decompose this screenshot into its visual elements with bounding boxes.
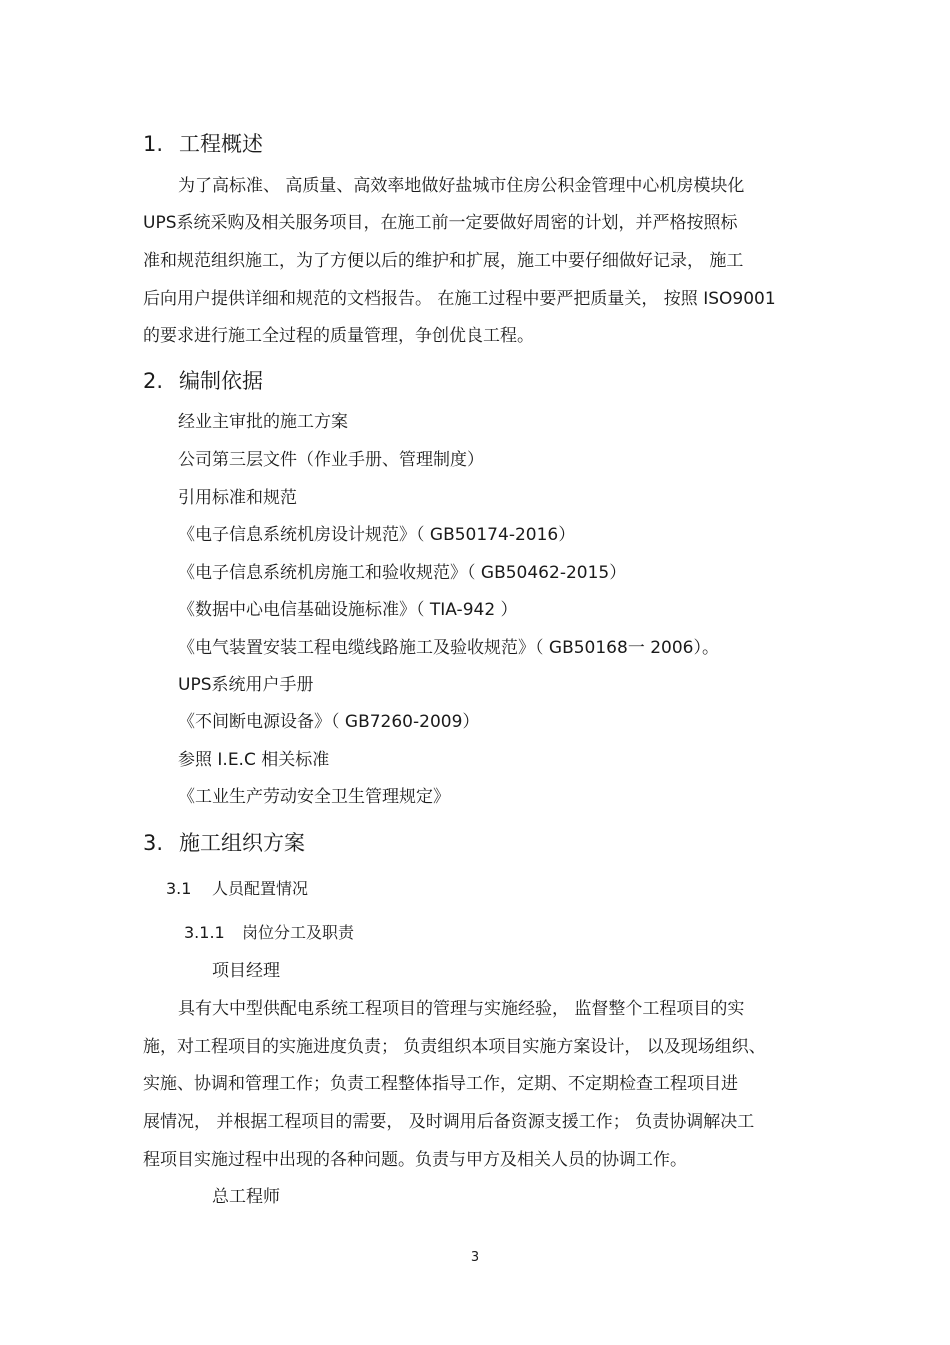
reference-item: 经业主审批的施工方案 [178,412,348,432]
section-1-paragraph-line: 为了高标准、 高质量、高效率地做好盐城市住房公积金管理中心机房模块化 [178,176,745,196]
role-paragraph-line: 程项目实施过程中出现的各种问题。负责与甲方及相关人员的协调工作。 [143,1150,687,1170]
reference-item: 《电子信息系统机房设计规范》（ GB50174-2016） [178,525,576,545]
section-1-heading [143,130,263,158]
section-1-number: 1. [143,132,164,156]
reference-item: 《工业生产劳动安全卫生管理规定》 [178,787,450,807]
section-3-heading [143,829,305,857]
role-title-chief-engineer: 总工程师 [212,1187,280,1207]
reference-item: 《数据中心电信基础设施标准》（ TIA-942 ） [178,600,518,620]
subsection-3-1-1-title: 岗位分工及职责 [242,923,355,942]
role-paragraph-line: 展情况， 并根据工程项目的需要， 及时调用后备资源支援工作； 负责协调解决工 [143,1112,755,1132]
section-1-paragraph-line: 的要求进行施工全过程的质量管理，争创优良工程。 [143,326,534,346]
section-1-paragraph-line: 后向用户提供详细和规范的文档报告。 在施工过程中要严把质量关， 按照 ISO9001 [143,289,776,309]
reference-item: 《电气装置安装工程电缆线路施工及验收规范》（ GB50168一 2006）。 [178,638,719,658]
subsection-3-1-number: 3.1 [166,879,192,898]
section-1-title: 工程概述 [179,132,263,156]
reference-item: 《电子信息系统机房施工和验收规范》（ GB50462-2015） [178,563,627,583]
section-2-title: 编制依据 [179,369,263,393]
page-number: 3 [470,1250,480,1265]
section-2-heading [143,367,263,395]
reference-item: 参照 I.E.C 相关标准 [178,750,330,770]
subsection-3-1-1-heading [184,921,354,945]
subsection-3-1-title: 人员配置情况 [212,879,309,898]
section-2-number: 2. [143,369,164,393]
subsection-3-1-1-number: 3.1.1 [184,923,225,942]
reference-item: 公司第三层文件（作业手册、管理制度） [178,450,484,470]
role-paragraph-line: 具有大中型供配电系统工程项目的管理与实施经验， 监督整个工程项目的实 [178,999,745,1019]
reference-item: UPS系统用户手册 [178,675,314,695]
section-1-paragraph-line: 准和规范组织施工，为了方便以后的维护和扩展，施工中要仔细做好记录， 施工 [143,251,744,271]
section-3-number: 3. [143,831,164,855]
section-3-title: 施工组织方案 [179,831,305,855]
role-title-project-manager: 项目经理 [212,961,280,981]
reference-item: 《不间断电源设备》（ GB7260-2009） [178,712,480,732]
role-paragraph-line: 施，对工程项目的实施进度负责； 负责组织本项目实施方案设计， 以及现场组织、 [143,1037,766,1057]
subsection-3-1-heading [166,877,308,901]
section-1-paragraph-line: UPS系统采购及相关服务项目，在施工前一定要做好周密的计划，并严格按照标 [143,213,738,233]
reference-item: 引用标准和规范 [178,488,297,508]
role-paragraph-line: 实施、协调和管理工作；负责工程整体指导工作，定期、不定期检查工程项目进 [143,1074,738,1094]
